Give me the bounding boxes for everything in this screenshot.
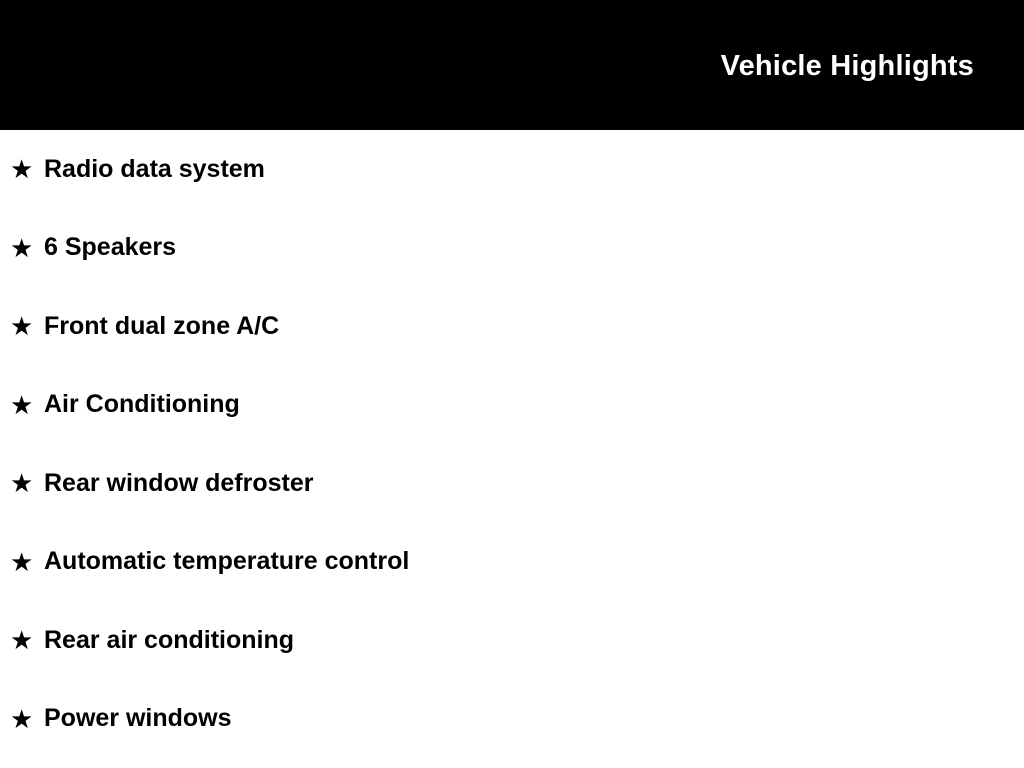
star-icon: ★ [10,154,34,185]
list-item [0,523,1024,602]
feature-label: Power windows [44,704,232,733]
feature-label: Rear window defroster [44,468,314,497]
star-icon: ★ [10,389,34,420]
star-icon: ★ [10,546,34,577]
list-item [0,680,1024,759]
features-list [0,130,1024,758]
feature-label: Air Conditioning [44,390,240,419]
page-title: Vehicle Highlights [720,50,974,82]
star-icon: ★ [10,468,34,499]
feature-label: Automatic temperature control [44,547,410,576]
star-icon: ★ [10,703,34,734]
list-item [0,366,1024,445]
feature-label: Rear air conditioning [44,625,295,654]
star-icon: ★ [10,232,34,263]
feature-label: 6 Speakers [44,233,177,262]
list-item [0,130,1024,209]
feature-label: Front dual zone A/C [44,311,280,340]
feature-label: Radio data system [44,154,265,183]
header-bar [0,0,1024,130]
star-icon: ★ [10,311,34,342]
list-item [0,209,1024,288]
list-item [0,287,1024,366]
star-icon: ★ [10,625,34,656]
list-item [0,444,1024,523]
list-item [0,601,1024,680]
